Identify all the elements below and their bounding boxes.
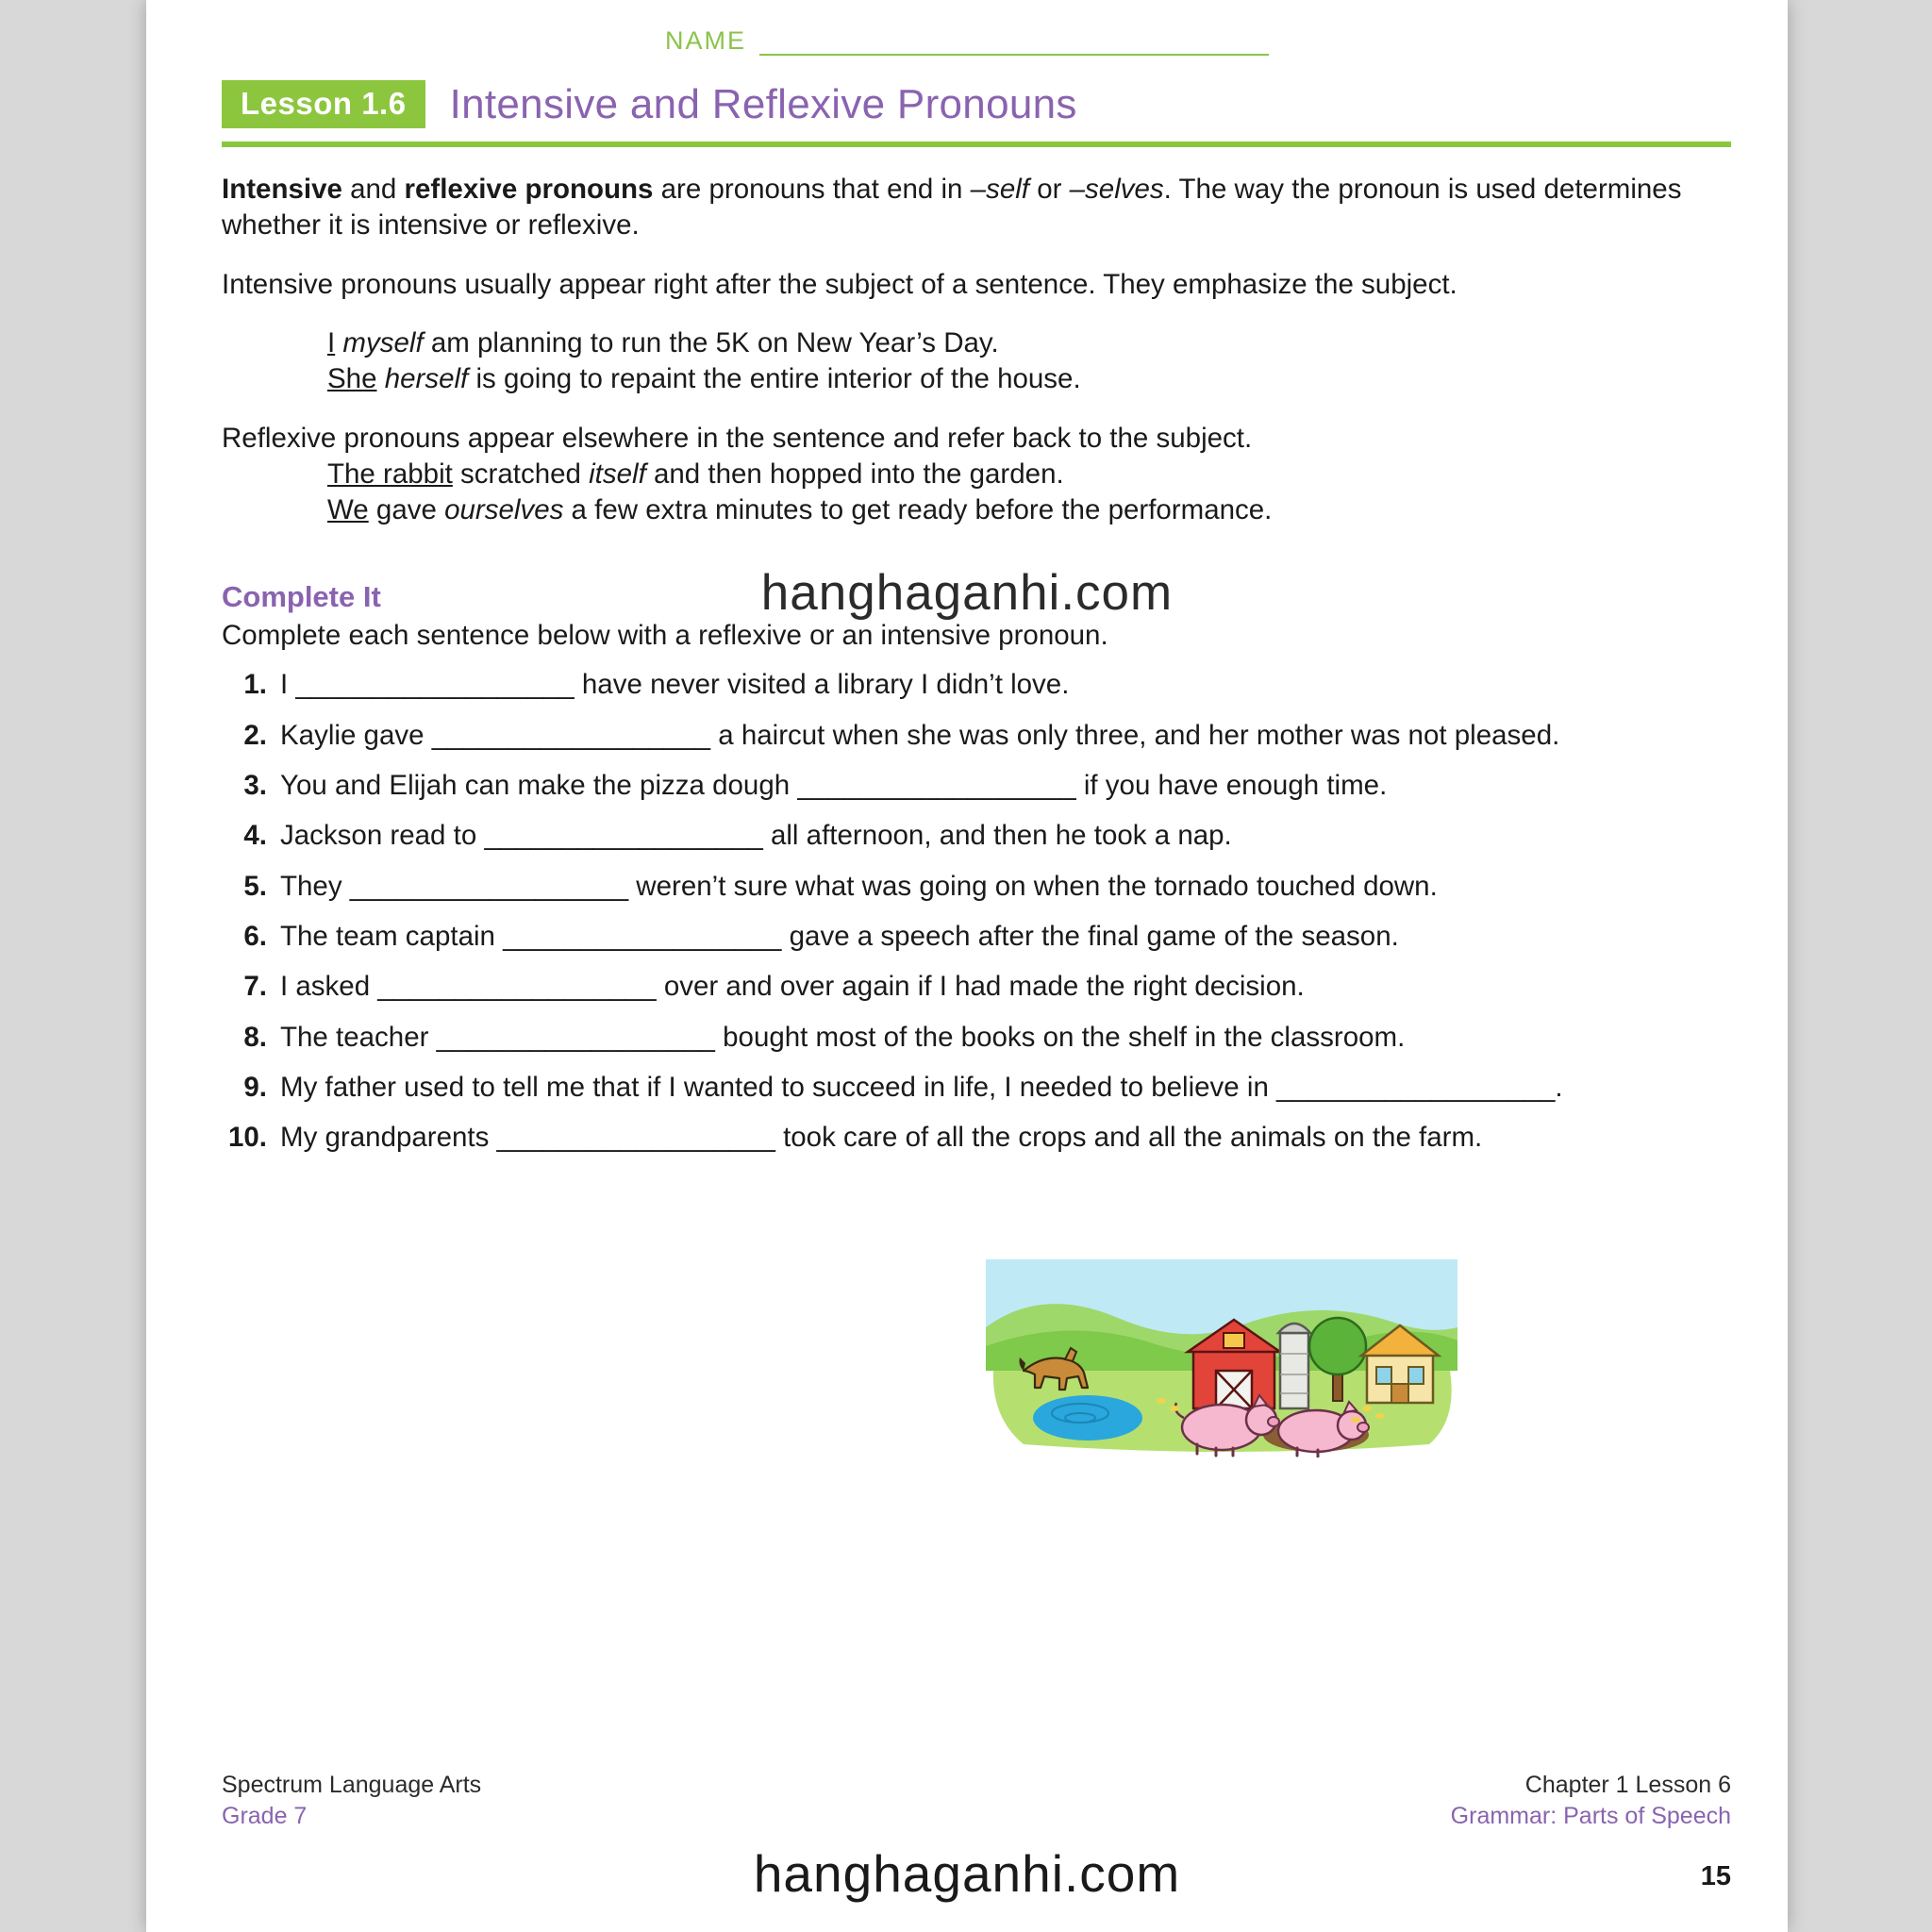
conjunction-or: or xyxy=(1029,174,1070,205)
item-number: 10. xyxy=(227,1122,267,1154)
instruction-body xyxy=(222,172,1722,1157)
example-3-subject: The rabbit xyxy=(327,458,453,491)
list-item[interactable] xyxy=(222,919,1722,955)
footer-left xyxy=(222,1772,481,1830)
grade-level: Grade 7 xyxy=(222,1803,308,1829)
item-text[interactable]: I asked __________________ over and over again if I had made the right decision. xyxy=(280,971,1305,1003)
example-sentence-4 xyxy=(327,492,1722,528)
watermark-bottom: hanghaganhi.com xyxy=(753,1844,1181,1903)
lesson-number-badge: Lesson 1.6 xyxy=(222,80,425,128)
example-4-mid: gave xyxy=(368,494,445,526)
example-3-mid: scratched xyxy=(452,458,590,491)
definition-paragraph xyxy=(222,172,1722,244)
list-item[interactable] xyxy=(222,818,1722,854)
worksheet-page xyxy=(146,0,1788,1932)
intensive-explanation: Intensive pronouns usually appear right after the subject of a sentence. They emphasize the subject. xyxy=(222,268,1457,300)
lesson-header xyxy=(146,80,1788,128)
item-number: 8. xyxy=(243,1021,267,1053)
list-item[interactable] xyxy=(222,1070,1722,1106)
item-text[interactable]: They __________________ weren’t sure what was going on when the tornado touched down. xyxy=(280,870,1438,902)
example-2-pronoun: herself xyxy=(384,363,469,395)
item-number: 5. xyxy=(243,870,267,902)
page-footer xyxy=(222,1772,1731,1830)
footer-right xyxy=(1451,1772,1731,1830)
item-text[interactable]: The team captain __________________ gave a speech after the final game of the season. xyxy=(280,921,1399,953)
example-4-rest: a few extra minutes to get ready before the performance. xyxy=(563,494,1273,526)
term-reflexive: reflexive pronouns xyxy=(404,174,654,205)
item-text[interactable]: My father used to tell me that if I wanted to succeed in life, I needed to believe in __________________. xyxy=(280,1072,1563,1104)
example-4-pronoun: ourselves xyxy=(444,494,564,526)
watermark-middle: hanghaganhi.com xyxy=(760,565,1174,621)
example-sentence-3 xyxy=(327,457,1722,492)
item-number: 4. xyxy=(243,820,267,852)
farm-scene-illustration xyxy=(986,1259,1457,1457)
item-text[interactable]: I __________________ have never visited a library I didn’t love. xyxy=(280,669,1070,701)
item-text[interactable]: The teacher __________________ bought most of the books on the shelf in the classroom. xyxy=(280,1021,1406,1053)
header-divider xyxy=(222,142,1731,147)
example-2-rest: is going to repaint the entire interior of the house. xyxy=(468,363,1081,395)
example-3-rest: and then hopped into the garden. xyxy=(645,458,1064,491)
activity-heading: Complete It xyxy=(222,579,381,613)
page-title: Intensive and Reflexive Pronouns xyxy=(449,80,1077,127)
page-number: 15 xyxy=(1700,1861,1731,1891)
example-1-pronoun: myself xyxy=(342,327,424,359)
example-1-subject: I xyxy=(327,327,336,359)
definition-tail: . The way the pronoun is used determines whether it is intensive or reflexive. xyxy=(222,174,1682,242)
book-title: Spectrum Language Arts xyxy=(222,1772,482,1798)
example-1-rest: am planning to run the 5K on New Year’s Day. xyxy=(423,327,999,359)
item-number: 9. xyxy=(243,1072,267,1104)
definition-rest: are pronouns that end in xyxy=(653,174,971,205)
activity-directions: Complete each sentence below with a reflexive or an intensive pronoun. xyxy=(222,620,1108,652)
item-number: 7. xyxy=(243,971,267,1003)
item-text[interactable]: You and Elijah can make the pizza dough __________________ if you have enough time. xyxy=(280,770,1388,802)
suffix-self: –self xyxy=(970,174,1029,205)
item-text[interactable]: My grandparents __________________ took care of all the crops and all the animals on the farm. xyxy=(280,1122,1483,1154)
chapter-lesson: Chapter 1 Lesson 6 xyxy=(1524,1772,1731,1798)
term-intensive: Intensive xyxy=(222,174,342,205)
conjunction-and: and xyxy=(341,174,405,205)
item-number: 6. xyxy=(243,921,267,953)
example-2-subject: She xyxy=(327,363,377,395)
example-4-subject: We xyxy=(327,494,369,526)
item-number: 3. xyxy=(243,770,267,802)
item-number: 1. xyxy=(243,669,267,701)
list-item[interactable] xyxy=(222,1120,1722,1156)
list-item[interactable] xyxy=(222,969,1722,1005)
topic-label: Grammar: Parts of Speech xyxy=(1450,1803,1731,1829)
reflexive-explanation: Reflexive pronouns appear elsewhere in the sentence and refer back to the subject. xyxy=(222,422,1253,454)
list-item[interactable] xyxy=(222,869,1722,905)
name-input-line[interactable] xyxy=(759,37,1269,56)
list-item[interactable] xyxy=(222,1020,1722,1056)
example-sentence-2 xyxy=(327,361,1722,397)
list-item[interactable] xyxy=(222,667,1722,703)
item-text[interactable]: Kaylie gave __________________ a haircut when she was only three, and her mother was not pleased. xyxy=(280,719,1560,751)
item-number: 2. xyxy=(243,719,267,751)
list-item[interactable] xyxy=(222,718,1722,754)
suffix-selves: –selves xyxy=(1069,174,1164,205)
example-3-pronoun: itself xyxy=(589,458,646,491)
name-field-row xyxy=(146,0,1788,56)
name-label: NAME xyxy=(664,26,746,55)
activity-item-list xyxy=(222,667,1722,1156)
list-item[interactable] xyxy=(222,768,1722,804)
example-sentence-1 xyxy=(327,325,1722,361)
item-text[interactable]: Jackson read to __________________ all afternoon, and then he took a nap. xyxy=(280,820,1232,852)
